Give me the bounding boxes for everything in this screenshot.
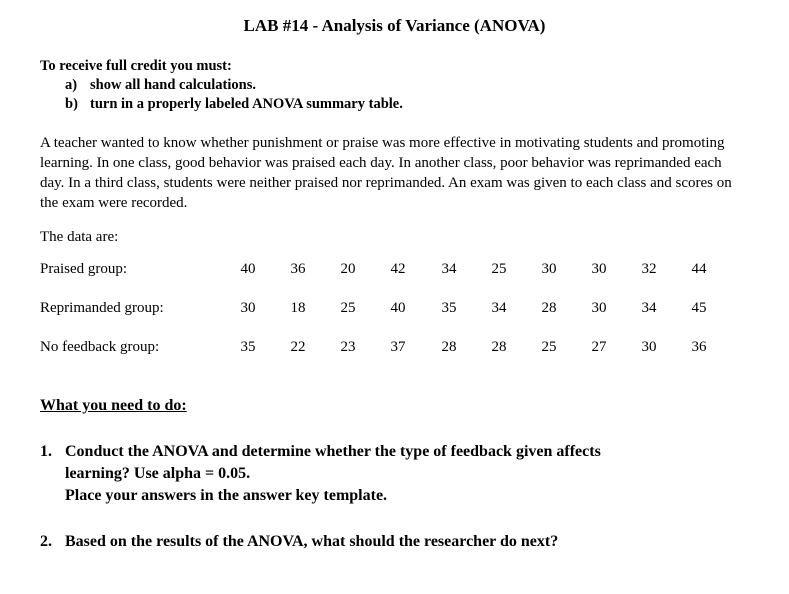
todo-heading: What you need to do: xyxy=(40,397,187,414)
credit-item-marker: b) xyxy=(65,96,78,112)
data-cell: 28 xyxy=(541,300,557,316)
data-cell: 28 xyxy=(441,339,457,355)
data-cell: 22 xyxy=(290,339,306,355)
data-cell: 23 xyxy=(340,339,356,355)
data-cell: 25 xyxy=(340,300,356,316)
data-label: The data are: xyxy=(40,229,119,245)
data-cell: 30 xyxy=(541,261,557,277)
data-cell: 36 xyxy=(691,339,707,355)
group-label: Praised group: xyxy=(40,261,128,277)
data-cell: 35 xyxy=(240,339,256,355)
credit-item-text: show all hand calculations. xyxy=(90,77,256,93)
todo-item-number: 1. xyxy=(40,443,52,460)
data-cell: 28 xyxy=(491,339,507,355)
data-cell: 30 xyxy=(591,261,607,277)
credit-item-text: turn in a properly labeled ANOVA summary table. xyxy=(90,96,403,112)
credit-item xyxy=(40,95,403,114)
data-cell: 34 xyxy=(641,300,657,316)
todo-item-line: Based on the results of the ANOVA, what should the researcher do next? xyxy=(65,533,559,550)
credit-item xyxy=(40,76,403,95)
credit-heading: To receive full credit you must: xyxy=(40,58,232,74)
problem-description: A teacher wanted to know whether punishment or praise was more effective in motivating students and promoting learning. In one class, good behavior was praised each day. In another class, poor behavior was reprimanded each day. In a third class, students were neither praised nor reprimanded. An exam was given to each class and scores on the exam were recorded. xyxy=(40,135,732,211)
page-title: LAB #14 - Analysis of Variance (ANOVA) xyxy=(243,16,546,35)
data-row-reprimanded xyxy=(40,300,760,322)
data-cell: 30 xyxy=(591,300,607,316)
data-cell: 34 xyxy=(441,261,457,277)
data-cell: 27 xyxy=(591,339,607,355)
group-label: No feedback group: xyxy=(40,339,160,355)
data-cell: 44 xyxy=(691,261,707,277)
todo-item xyxy=(40,531,740,553)
data-cell: 25 xyxy=(491,261,507,277)
todo-item xyxy=(40,441,740,507)
data-row-praised xyxy=(40,261,760,283)
data-row-no-feedback xyxy=(40,339,760,361)
data-cell: 25 xyxy=(541,339,557,355)
data-cell: 30 xyxy=(240,300,256,316)
todo-item-line: Conduct the ANOVA and determine whether the type of feedback given affects xyxy=(65,443,601,460)
data-cell: 40 xyxy=(240,261,256,277)
data-cell: 18 xyxy=(290,300,306,316)
data-cell: 37 xyxy=(390,339,406,355)
credit-requirements xyxy=(40,57,403,114)
data-cell: 34 xyxy=(491,300,507,316)
data-cell: 36 xyxy=(290,261,306,277)
data-cell: 30 xyxy=(641,339,657,355)
group-label: Reprimanded group: xyxy=(40,300,164,316)
data-cell: 42 xyxy=(390,261,406,277)
todo-item-line: Place your answers in the answer key template. xyxy=(65,487,388,504)
data-cell: 45 xyxy=(691,300,707,316)
credit-item-marker: a) xyxy=(65,77,78,93)
todo-item-number: 2. xyxy=(40,533,52,550)
data-cell: 32 xyxy=(641,261,657,277)
data-cell: 35 xyxy=(441,300,457,316)
data-cell: 40 xyxy=(390,300,406,316)
todo-item-line: learning? Use alpha = 0.05. xyxy=(65,465,251,482)
data-cell: 20 xyxy=(340,261,356,277)
